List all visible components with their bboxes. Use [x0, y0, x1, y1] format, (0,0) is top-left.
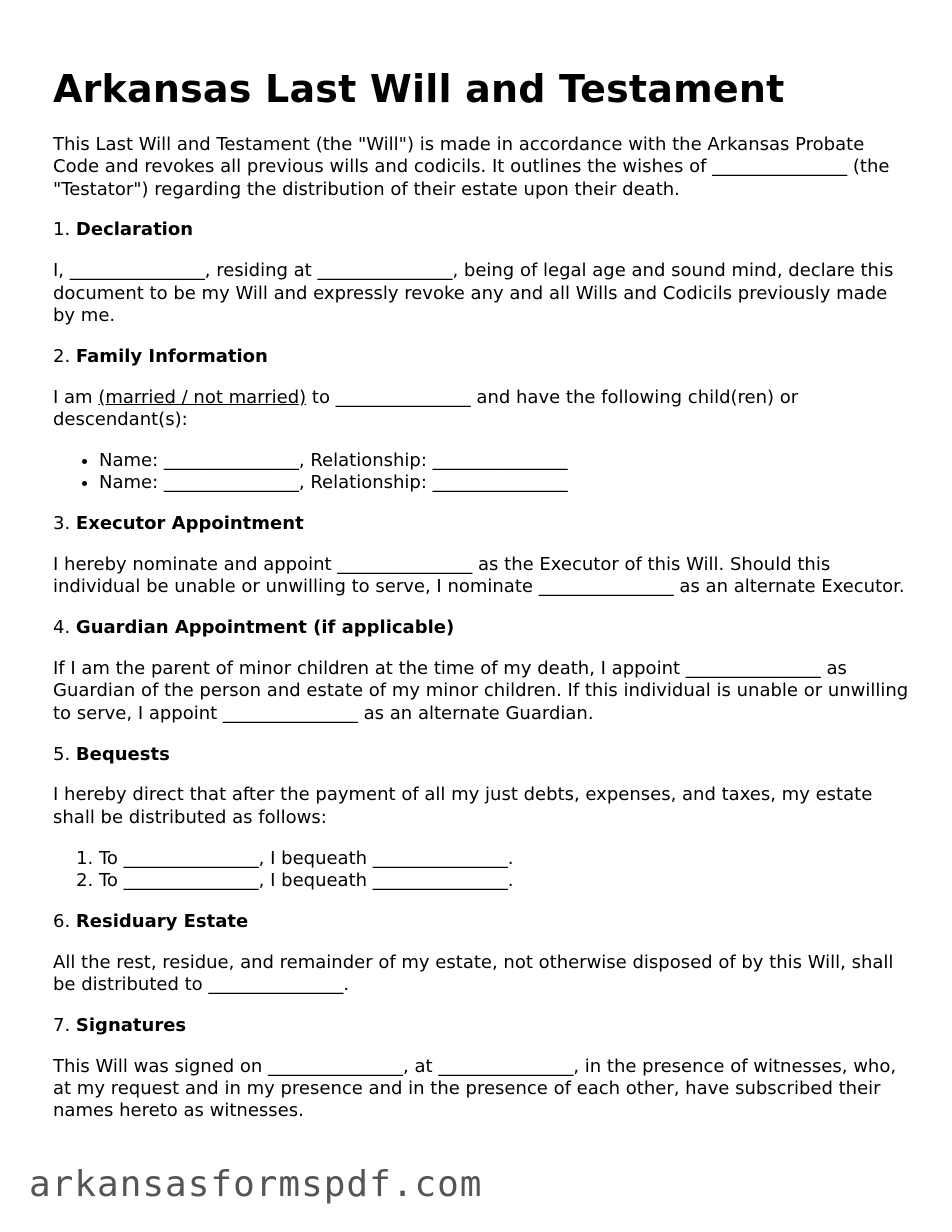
section-heading-declaration [53, 219, 913, 241]
signatures-paragraph: This Will was signed on _______________, at _______________, in the presence of witnesses, who, at my request and in my presence and in the presence of each other, have subscribed their names hereto as witnesses. [53, 1055, 897, 1122]
list-item: • Name: _______________, Relationship: _______________ [99, 450, 913, 472]
section-title: Executor Appointment [75, 513, 304, 535]
section-title: Bequests [75, 743, 170, 765]
section-heading-executor [53, 513, 913, 535]
family-paragraph [53, 387, 913, 432]
intro-paragraph: This Last Will and Testament (the "Will") is made in accordance with the Arkansas Probate Code and revokes all previous wills and codicils. It outlines the wishes of _______________ (the "Testator") regarding the distribution of their estate upon their death. [53, 134, 890, 200]
section-number: 1. [53, 219, 71, 241]
section-title: Signatures [75, 1014, 187, 1036]
section-number: 2. [53, 345, 71, 367]
section-heading-family [53, 346, 913, 368]
document-title: Arkansas Last Will and Testament [53, 67, 785, 111]
executor-paragraph: I hereby nominate and appoint _______________ as the Executor of this Will. Should this individual be unable or unwilling to serve, I nominate _______________ as an alternate Executor. [53, 554, 905, 598]
guardian-paragraph: If I am the parent of minor children at the time of my death, I appoint _______________ as Guardian of the person and estate of my minor children. If this individual is unable or unwilling to serve, I appoint _______________ as an alternate Guardian. [53, 658, 909, 724]
list-item: 2. To _______________, I bequeath _______________. [99, 870, 913, 892]
section-number: 5. [53, 743, 71, 765]
declaration-paragraph: I, _______________, residing at _______________, being of legal age and sound mind, declare this document to be my Will and expressly revoke any and all Wills and Codicils previously made by me. [53, 260, 894, 326]
family-text-before: I am [53, 386, 99, 408]
section-heading-bequests [53, 744, 913, 766]
bequests-paragraph: I hereby direct that after the payment of all my just debts, expenses, and taxes, my estate shall be distributed as follows: [53, 784, 873, 828]
section-title: Declaration [75, 219, 194, 241]
section-title: Family Information [75, 345, 268, 367]
section-title: Residuary Estate [75, 910, 249, 932]
section-heading-signatures [53, 1015, 913, 1037]
bequests-list [53, 848, 913, 893]
section-heading-guardian [53, 617, 913, 639]
section-title: Guardian Appointment (if applicable) [75, 617, 455, 639]
section-number: 7. [53, 1014, 71, 1036]
residuary-paragraph: All the rest, residue, and remainder of my estate, not otherwise disposed of by this Will, shall be distributed to _______________. [53, 951, 894, 996]
section-heading-residuary [53, 911, 913, 933]
section-number: 6. [53, 910, 71, 932]
list-item: • Name: _______________, Relationship: _______________ [99, 472, 913, 494]
list-item: 1. To _______________, I bequeath _______________. [99, 848, 913, 870]
family-text-after: to _______________ and have the following child(ren) or descendant(s): [53, 386, 799, 431]
section-number: 3. [53, 513, 71, 535]
section-number: 4. [53, 617, 71, 639]
watermark-text: arkansasformspdf.com [29, 1164, 483, 1205]
children-list [53, 450, 913, 495]
marital-status-option: (married / not married) [98, 386, 307, 408]
document-page [53, 66, 913, 1141]
